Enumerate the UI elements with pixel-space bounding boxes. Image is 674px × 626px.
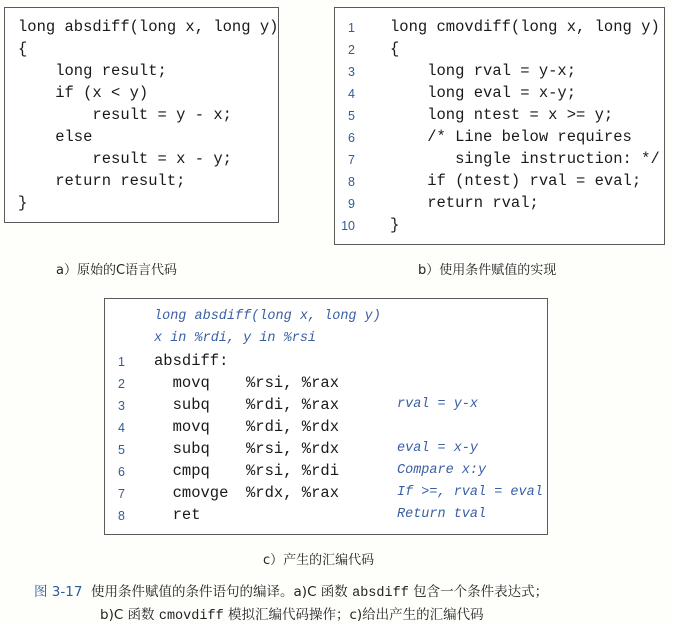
asm-comment: eval = x-y [397,441,479,456]
line-number: 1 [118,355,125,369]
caption-spacer [82,584,91,600]
figure-number: 图 3-17 [34,584,83,600]
asm-operands: %rdx, %rax [246,484,340,502]
line-number: 1 [348,21,355,35]
line-number: 6 [348,131,355,145]
line-number: 3 [348,65,355,79]
figure-caption-line2 [100,603,484,624]
asm-header-signature: long absdiff(long x, long y) [154,309,381,324]
code-line: long cmovdiff(long x, long y) [390,18,660,36]
asm-operands: %rsi, %rdi [246,462,340,480]
asm-operands: %rdi, %rax [246,396,340,414]
caption-text: 包含一个条件表达式； [408,584,549,600]
line-number: 9 [348,197,355,211]
asm-instr: subq [154,396,210,414]
code-line: long rval = y-x; [390,62,577,80]
asm-instr: movq [154,418,210,436]
asm-comment: Compare x:y [397,463,487,478]
code-line: result = y - x; [18,106,232,124]
panel-a-code-box [4,7,279,223]
line-number: 2 [118,377,125,391]
caption-text: 使用条件赋值的条件语句的编译。a)C 函数 [91,584,353,600]
asm-comment: If >=, rval = eval [397,485,543,500]
line-number: 4 [348,87,355,101]
asm-instr: absdiff: [154,352,229,370]
line-number: 4 [118,421,125,435]
asm-operands: %rsi, %rdx [246,440,340,458]
panel-c-asm-box [104,298,548,535]
caption-code: cmovdiff [158,609,224,624]
asm-instr: ret [154,506,201,524]
asm-comment: rval = y-x [397,397,479,412]
asm-instr: movq [154,374,210,392]
line-number: 8 [118,509,125,523]
code-line: } [18,194,28,212]
line-number: 6 [118,465,125,479]
code-line: if (ntest) rval = eval; [390,172,642,190]
code-line: { [18,40,28,58]
code-line: long eval = x-y; [390,84,577,102]
line-number: 8 [348,175,355,189]
code-line: else [18,128,93,146]
line-number: 3 [118,399,125,413]
line-number: 5 [348,109,355,123]
caption-code: absdiff [352,586,409,601]
code-line: } [390,216,400,234]
asm-operands: %rsi, %rax [246,374,340,392]
asm-comment: Return tval [397,507,487,522]
caption-text: 模拟汇编代码操作；c)给出产生的汇编代码 [223,607,484,623]
panel-a-caption: a）原始的C语言代码 [56,263,178,278]
asm-operands: %rdi, %rdx [246,418,340,436]
line-number: 5 [118,443,125,457]
code-line: long absdiff(long x, long y) [18,18,279,36]
panel-c-caption: c）产生的汇编代码 [263,553,375,568]
code-line: return rval; [390,194,539,212]
code-line: result = x - y; [18,150,232,168]
line-number: 7 [118,487,125,501]
code-line: /* Line below requires [390,128,632,146]
code-line: { [390,40,400,58]
caption-text: b)C 函数 [100,607,159,623]
asm-instr: cmpq [154,462,210,480]
asm-instr: subq [154,440,210,458]
line-number: 7 [348,153,355,167]
panel-b-caption: b）使用条件赋值的实现 [418,263,557,278]
asm-instr: cmovge [154,484,229,502]
panel-b-code-box [334,7,665,245]
line-number: 10 [341,219,355,233]
code-line: return result; [18,172,186,190]
code-line: long result; [18,62,167,80]
line-number: 2 [348,43,355,57]
code-line: single instruction: */ [390,150,660,168]
figure-caption-line1 [34,580,548,601]
asm-header-registers: x in %rdi, y in %rsi [154,331,317,346]
code-line: long ntest = x >= y; [390,106,614,124]
code-line: if (x < y) [18,84,149,102]
